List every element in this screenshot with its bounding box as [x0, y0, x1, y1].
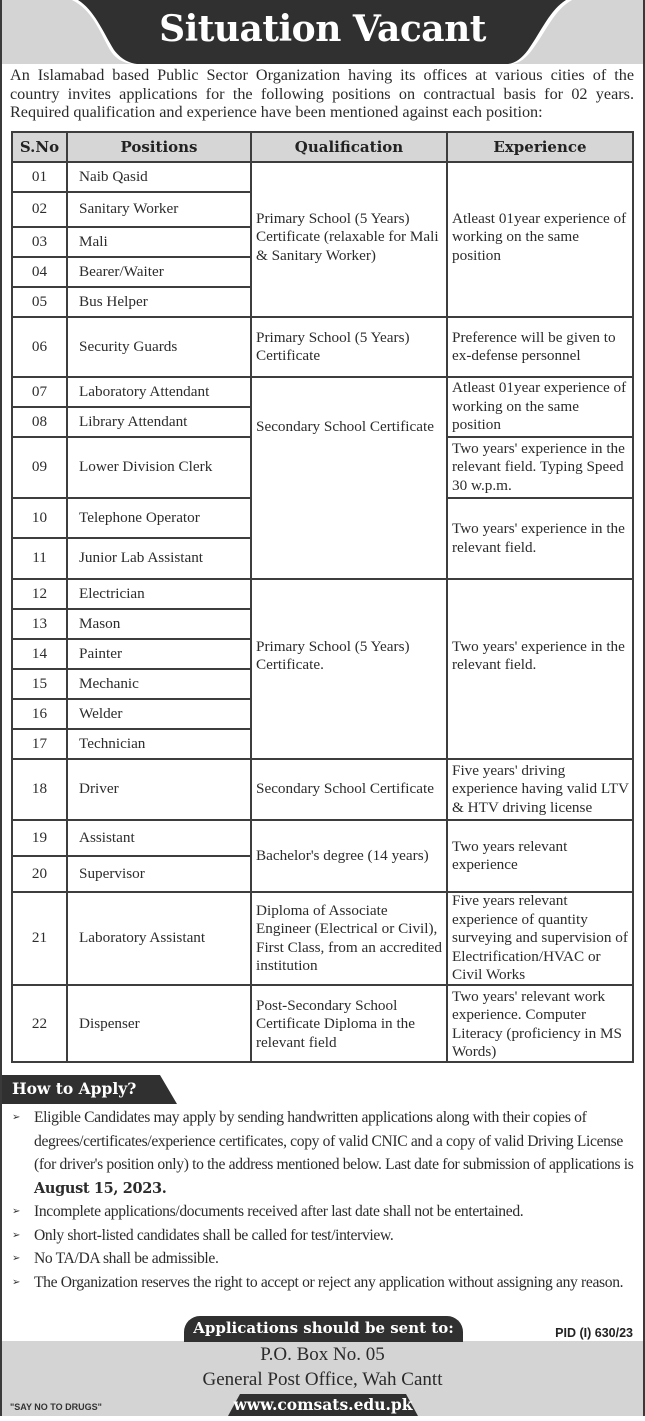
- sno-cell: [13, 258, 68, 288]
- sno-cell: [13, 986, 68, 1063]
- position-cell: [68, 258, 252, 288]
- position-cell-text: Assistant: [79, 828, 135, 846]
- sno-cell: [13, 857, 68, 893]
- position-cell: [68, 193, 252, 228]
- position-cell: [68, 539, 252, 580]
- qualification-cell: [252, 893, 448, 986]
- experience-cell: [448, 318, 632, 378]
- sno-cell: [13, 228, 68, 258]
- qualification-cell: [252, 318, 448, 378]
- experience-cell-text: Atleast 01year experience of working on the same position: [452, 210, 627, 264]
- how-to-apply-heading: How to Apply?: [12, 1079, 137, 1098]
- sno-cell-text: 01: [31, 167, 48, 185]
- sno-cell: [13, 730, 68, 760]
- position-cell-text: Dispenser: [79, 1015, 140, 1033]
- sno-cell: [13, 193, 68, 228]
- experience-cell: [448, 821, 632, 893]
- sno-cell-text: 02: [31, 200, 48, 218]
- position-cell-text: Bus Helper: [79, 292, 148, 310]
- experience-cell: [448, 760, 632, 821]
- sno-cell-text: 13: [31, 614, 48, 632]
- instruction-text: Eligible Candidates may apply by sending handwritten applications along with their copies of degrees/certificates/experience certificates, copy of valid CNIC and a copy of valid Driving License (for driver's position only) to the address mentioned below. Last date for submission of applications is: [34, 1109, 634, 1173]
- qualification-cell-text: Primary School (5 Years) Certificate (relaxable for Mali & Sanitary Worker): [256, 210, 439, 264]
- position-cell-text: Painter: [79, 644, 123, 662]
- position-cell-text: Library Attendant: [79, 412, 188, 430]
- experience-cell: [448, 580, 632, 760]
- address-line-1: P.O. Box No. 05: [260, 1344, 385, 1365]
- qualification-cell-text: Diploma of Associate Engineer (Electrical or Civil), First Class, from an accredited institution: [256, 901, 442, 974]
- instruction-text: Incomplete applications/documents received after last date shall not be entertained.: [34, 1203, 524, 1220]
- sno-cell-text: 19: [31, 828, 48, 846]
- position-cell: [68, 318, 252, 378]
- website-tab: [228, 1394, 418, 1416]
- experience-cell: [448, 438, 632, 499]
- experience-cell-text: Atleast 01year experience of working on the same position: [452, 379, 627, 434]
- position-cell-text: Technician: [79, 734, 146, 752]
- position-cell-text: Naib Qasid: [79, 167, 148, 185]
- arrowhead-right-icon: ➢: [12, 1206, 21, 1217]
- position-cell-text: Welder: [79, 704, 123, 722]
- position-cell: [68, 700, 252, 730]
- experience-cell-text: Two years' experience in the relevant field.: [452, 520, 625, 556]
- sno-cell: [13, 438, 68, 499]
- column-header-positions: Positions: [68, 133, 252, 163]
- instruction-text: No TA/DA shall be admissible.: [34, 1250, 219, 1267]
- instruction-item: [12, 1247, 636, 1271]
- sno-cell: [13, 640, 68, 670]
- experience-cell-text: Five years relevant experience of quantity surveying and supervision of Electrification/HVAC or Civil Works: [452, 892, 628, 984]
- intro-paragraph: An Islamabad based Public Sector Organization having its offices at various cities of the country invites applications for the following positions on contractual basis for 02 years. Required qualification and experience have been mentioned against each position:: [10, 66, 634, 121]
- qualification-cell: [252, 580, 448, 760]
- qualification-cell-text: Primary School (5 Years) Certificate.: [256, 638, 410, 674]
- sno-cell: [13, 670, 68, 700]
- position-cell-text: Mechanic: [79, 674, 139, 692]
- position-cell-text: Telephone Operator: [79, 508, 200, 526]
- position-cell: [68, 378, 252, 408]
- send-to-tab: [184, 1316, 463, 1342]
- experience-cell: [448, 499, 632, 580]
- position-cell-text: Lower Division Clerk: [79, 458, 213, 476]
- slogan: "SAY NO TO DRUGS": [10, 1402, 102, 1412]
- sno-cell-text: 09: [31, 458, 48, 476]
- sno-cell-text: 05: [31, 292, 48, 310]
- experience-cell-text: Two years' relevant work experience. Computer Literacy (proficiency in MS Words): [452, 987, 622, 1060]
- qualification-cell: [252, 760, 448, 821]
- sno-cell: [13, 760, 68, 821]
- experience-cell-text: Two years relevant experience: [452, 837, 568, 873]
- experience-cell: [448, 378, 632, 438]
- instruction-item: [12, 1106, 636, 1200]
- instruction-text: The Organization reserves the right to accept or reject any application without assigning any reason.: [34, 1273, 624, 1291]
- sno-cell: [13, 318, 68, 378]
- sno-cell-text: 17: [31, 734, 48, 752]
- experience-cell-text: Preference will be given to ex-defense personnel: [452, 328, 616, 364]
- qualification-cell-text: Primary School (5 Years) Certificate: [256, 328, 410, 364]
- position-cell: [68, 408, 252, 438]
- qualification-cell: [252, 821, 448, 893]
- sno-cell: [13, 288, 68, 318]
- sno-cell-text: 10: [31, 508, 48, 526]
- vacancy-table: [11, 131, 634, 1063]
- position-cell: [68, 228, 252, 258]
- position-cell: [68, 499, 252, 539]
- qualification-cell-text: Secondary School Certificate: [256, 418, 434, 435]
- arrowhead-right-icon: ➢: [12, 1112, 21, 1123]
- position-cell-text: Laboratory Attendant: [79, 382, 210, 400]
- instruction-item: [12, 1271, 636, 1295]
- position-cell: [68, 821, 252, 857]
- column-header-qualification: Qualification: [252, 133, 448, 163]
- experience-cell: [448, 893, 632, 986]
- sno-cell: [13, 700, 68, 730]
- instruction-text: Only short-listed candidates shall be called for test/interview.: [34, 1226, 394, 1244]
- sno-cell: [13, 580, 68, 610]
- position-cell-text: Junior Lab Assistant: [79, 549, 204, 567]
- sno-cell-text: 15: [31, 674, 48, 692]
- qualification-cell-text: Secondary School Certificate: [256, 780, 434, 798]
- sno-cell-text: 20: [31, 864, 48, 882]
- position-cell-text: Laboratory Assistant: [79, 929, 206, 947]
- position-cell: [68, 610, 252, 640]
- position-cell: [68, 893, 252, 986]
- deadline-date: August 15, 2023.: [34, 1179, 167, 1197]
- send-to-label: Applications should be sent to:: [193, 1319, 454, 1337]
- sno-cell: [13, 378, 68, 408]
- instructions-list: [12, 1106, 636, 1294]
- position-cell-text: Driver: [79, 780, 119, 798]
- position-cell: [68, 580, 252, 610]
- sno-cell: [13, 610, 68, 640]
- sno-cell-text: 08: [31, 412, 48, 430]
- experience-cell: [448, 986, 632, 1063]
- sno-cell-text: 14: [31, 644, 48, 662]
- qualification-cell: [252, 378, 448, 580]
- position-cell-text: Supervisor: [79, 864, 145, 882]
- position-cell: [68, 163, 252, 193]
- sno-cell: [13, 163, 68, 193]
- position-cell: [68, 670, 252, 700]
- sno-cell-text: 04: [31, 262, 48, 280]
- position-cell: [68, 640, 252, 670]
- position-cell: [68, 288, 252, 318]
- qualification-cell-text: Post-Secondary School Certificate Diploma in the relevant field: [256, 996, 415, 1051]
- how-to-apply-heading-tab: [2, 1075, 177, 1104]
- sno-cell-text: 06: [31, 337, 48, 355]
- sno-cell-text: 03: [31, 232, 48, 250]
- website-link[interactable]: www.comsats.edu.pk: [233, 1395, 413, 1414]
- position-cell: [68, 986, 252, 1063]
- position-cell-text: Mali: [79, 232, 108, 250]
- pid-number: PID (I) 630/23: [555, 1326, 633, 1340]
- experience-cell-text: Two years' experience in the relevant field. Typing Speed 30 w.p.m.: [452, 439, 625, 494]
- instruction-item: [12, 1200, 636, 1224]
- sno-cell-text: 21: [31, 929, 48, 947]
- sno-cell-text: 07: [31, 382, 48, 400]
- sno-cell-text: 12: [31, 584, 48, 602]
- position-cell-text: Electrician: [79, 584, 145, 602]
- position-cell-text: Mason: [79, 614, 121, 632]
- sno-cell-text: 18: [31, 780, 48, 798]
- position-cell: [68, 857, 252, 893]
- position-cell: [68, 760, 252, 821]
- arrowhead-right-icon: ➢: [12, 1276, 21, 1288]
- arrowhead-right-icon: ➢: [12, 1253, 21, 1264]
- qualification-cell: [252, 163, 448, 318]
- position-cell: [68, 730, 252, 760]
- sno-cell-text: 16: [31, 704, 48, 722]
- experience-cell-text: Two years' experience in the relevant field.: [452, 638, 625, 674]
- sno-cell: [13, 893, 68, 986]
- page-title: Situation Vacant: [159, 8, 486, 50]
- sno-cell: [13, 499, 68, 539]
- column-header-sno: S.No: [13, 133, 68, 163]
- address-line-2: General Post Office, Wah Cantt: [202, 1369, 443, 1390]
- column-header-experience: Experience: [448, 133, 632, 163]
- position-cell: [68, 438, 252, 499]
- position-cell-text: Sanitary Worker: [79, 200, 179, 218]
- qualification-cell-text: Bachelor's degree (14 years): [256, 846, 429, 864]
- sno-cell: [13, 821, 68, 857]
- qualification-cell: [252, 986, 448, 1063]
- experience-cell: [448, 163, 632, 318]
- experience-cell-text: Five years' driving experience having valid LTV & HTV driving license: [452, 761, 629, 816]
- instruction-item: [12, 1224, 636, 1248]
- position-cell-text: Security Guards: [79, 337, 178, 355]
- position-cell-text: Bearer/Waiter: [79, 262, 164, 280]
- sno-cell-text: 11: [32, 549, 47, 567]
- arrowhead-right-icon: ➢: [12, 1229, 21, 1241]
- sno-cell: [13, 539, 68, 580]
- sno-cell-text: 22: [31, 1015, 48, 1033]
- sno-cell: [13, 408, 68, 438]
